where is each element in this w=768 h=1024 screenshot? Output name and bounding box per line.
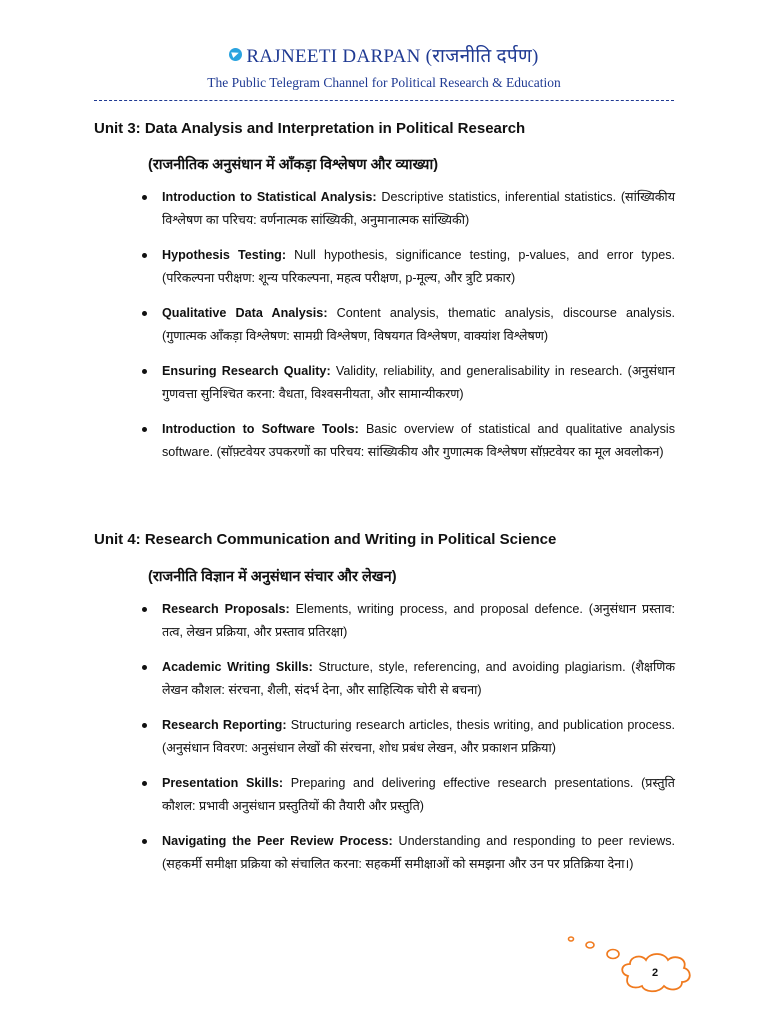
bullet-icon: [142, 665, 147, 670]
list-item: [162, 186, 675, 232]
bullet-icon: [142, 311, 147, 316]
list-item: [162, 656, 675, 702]
document-header: [0, 44, 768, 92]
brand-title: [0, 44, 768, 70]
topic-text: Structure, style, referencing, and avoiding plagiarism. (शैक्षणिक लेखन कौशल: संरचना, शैली, संदर्भ देना, और साहित्यिक चोरी से बचना): [162, 660, 675, 697]
list-item: [162, 772, 675, 818]
topic-text: Preparing and delivering effective research presentations. (प्रस्तुति कौशल: प्रभावी अनुसंधान प्रस्तुतियों की तैयारी और प्रस्तुति): [162, 776, 675, 813]
unit-3-topic-list: [162, 186, 675, 476]
telegram-icon: [229, 48, 242, 61]
header-subtitle: The Public Telegram Channel for Political Research & Education: [207, 75, 561, 90]
unit-4-hindi-title: (राजनीति विज्ञान में अनुसंधान संचार और लेखन): [148, 569, 397, 585]
page-number: 2: [651, 967, 659, 979]
unit-4-topic-list: [162, 598, 675, 888]
topic-text: Structuring research articles, thesis writing, and publication process. (अनुसंधान विवरण: अनुसंधान लेखों की संरचना, शोध प्रबंध लेखन, और प्रकाशन प्रक्रिया): [162, 718, 675, 755]
topic-text: Basic overview of statistical and qualitative analysis software. (सॉफ़्टवेयर उपकरणों का परिचय: सांख्यिकीय और गुणात्मक विश्लेषण सॉफ़्टवेयर का मूल अवलोकन): [162, 422, 676, 459]
topic-term: Research Reporting:: [162, 718, 287, 732]
bullet-icon: [142, 195, 147, 200]
topic-text: Understanding and responding to peer reviews. (सहकर्मी समीक्षा प्रक्रिया को संचालित करना: सहकर्मी समीक्षाओं को समझना और उन पर प्रतिक्रिया देना।): [162, 834, 675, 871]
topic-term: Ensuring Research Quality:: [162, 364, 331, 378]
topic-term: Research Proposals:: [162, 602, 290, 616]
topic-term: Introduction to Statistical Analysis:: [162, 190, 377, 204]
brand-text: RAJNEETI DARPAN (राजनीति दर्पण): [246, 46, 539, 67]
header-divider: [94, 100, 674, 101]
topic-term: Academic Writing Skills:: [162, 660, 313, 674]
topic-text: Null hypothesis, significance testing, p-values, and error types. (परिकल्पना परीक्षण: शून्य परिकल्पना, महत्व परीक्षण, p-मूल्य, और त्रुटि प्रकार): [162, 248, 675, 285]
topic-term: Qualitative Data Analysis:: [162, 306, 328, 320]
topic-text: Content analysis, thematic analysis, discourse analysis. (गुणात्मक आँकड़ा विश्लेषण: सामग्री विश्लेषण, विषयगत विश्लेषण, वाक्यांश विश्लेषण): [162, 306, 675, 343]
list-item: [162, 418, 675, 464]
topic-term: Hypothesis Testing:: [162, 248, 287, 262]
thought-cloud-icon: [560, 930, 710, 1000]
bullet-icon: [142, 723, 147, 728]
bullet-icon: [142, 781, 147, 786]
bullet-icon: [142, 839, 147, 844]
topic-text: Elements, writing process, and proposal defence. (अनुसंधान प्रस्ताव: तत्व, लेखन प्रक्रिया, और प्रस्ताव प्रतिरक्षा): [162, 602, 675, 639]
unit-3-title: Unit 3: Data Analysis and Interpretation in Political Research: [94, 120, 526, 137]
topic-text: Descriptive statistics, inferential statistics. (सांख्यिकीय विश्लेषण का परिचय: वर्णनात्मक सांख्यिकी, अनुमानात्मक सांख्यिकी): [162, 190, 675, 227]
bullet-icon: [142, 253, 147, 258]
topic-term: Presentation Skills:: [162, 776, 284, 790]
list-item: [162, 244, 675, 290]
list-item: [162, 360, 675, 406]
bullet-icon: [142, 607, 147, 612]
bullet-icon: [142, 369, 147, 374]
bullet-icon: [142, 427, 147, 432]
topic-text: Validity, reliability, and generalisability in research. (अनुसंधान गुणवत्ता सुनिश्चित करना: वैधता, विश्वसनीयता, और सामान्यीकरण): [162, 364, 675, 401]
unit-4-title: Unit 4: Research Communication and Writing in Political Science: [94, 531, 557, 548]
list-item: [162, 714, 675, 760]
topic-term: Introduction to Software Tools:: [162, 422, 359, 436]
list-item: [162, 598, 675, 644]
list-item: [162, 302, 675, 348]
list-item: [162, 830, 675, 876]
unit-3-hindi-title: (राजनीतिक अनुसंधान में आँकड़ा विश्लेषण और व्याख्या): [148, 157, 439, 173]
topic-term: Navigating the Peer Review Process:: [162, 834, 393, 848]
